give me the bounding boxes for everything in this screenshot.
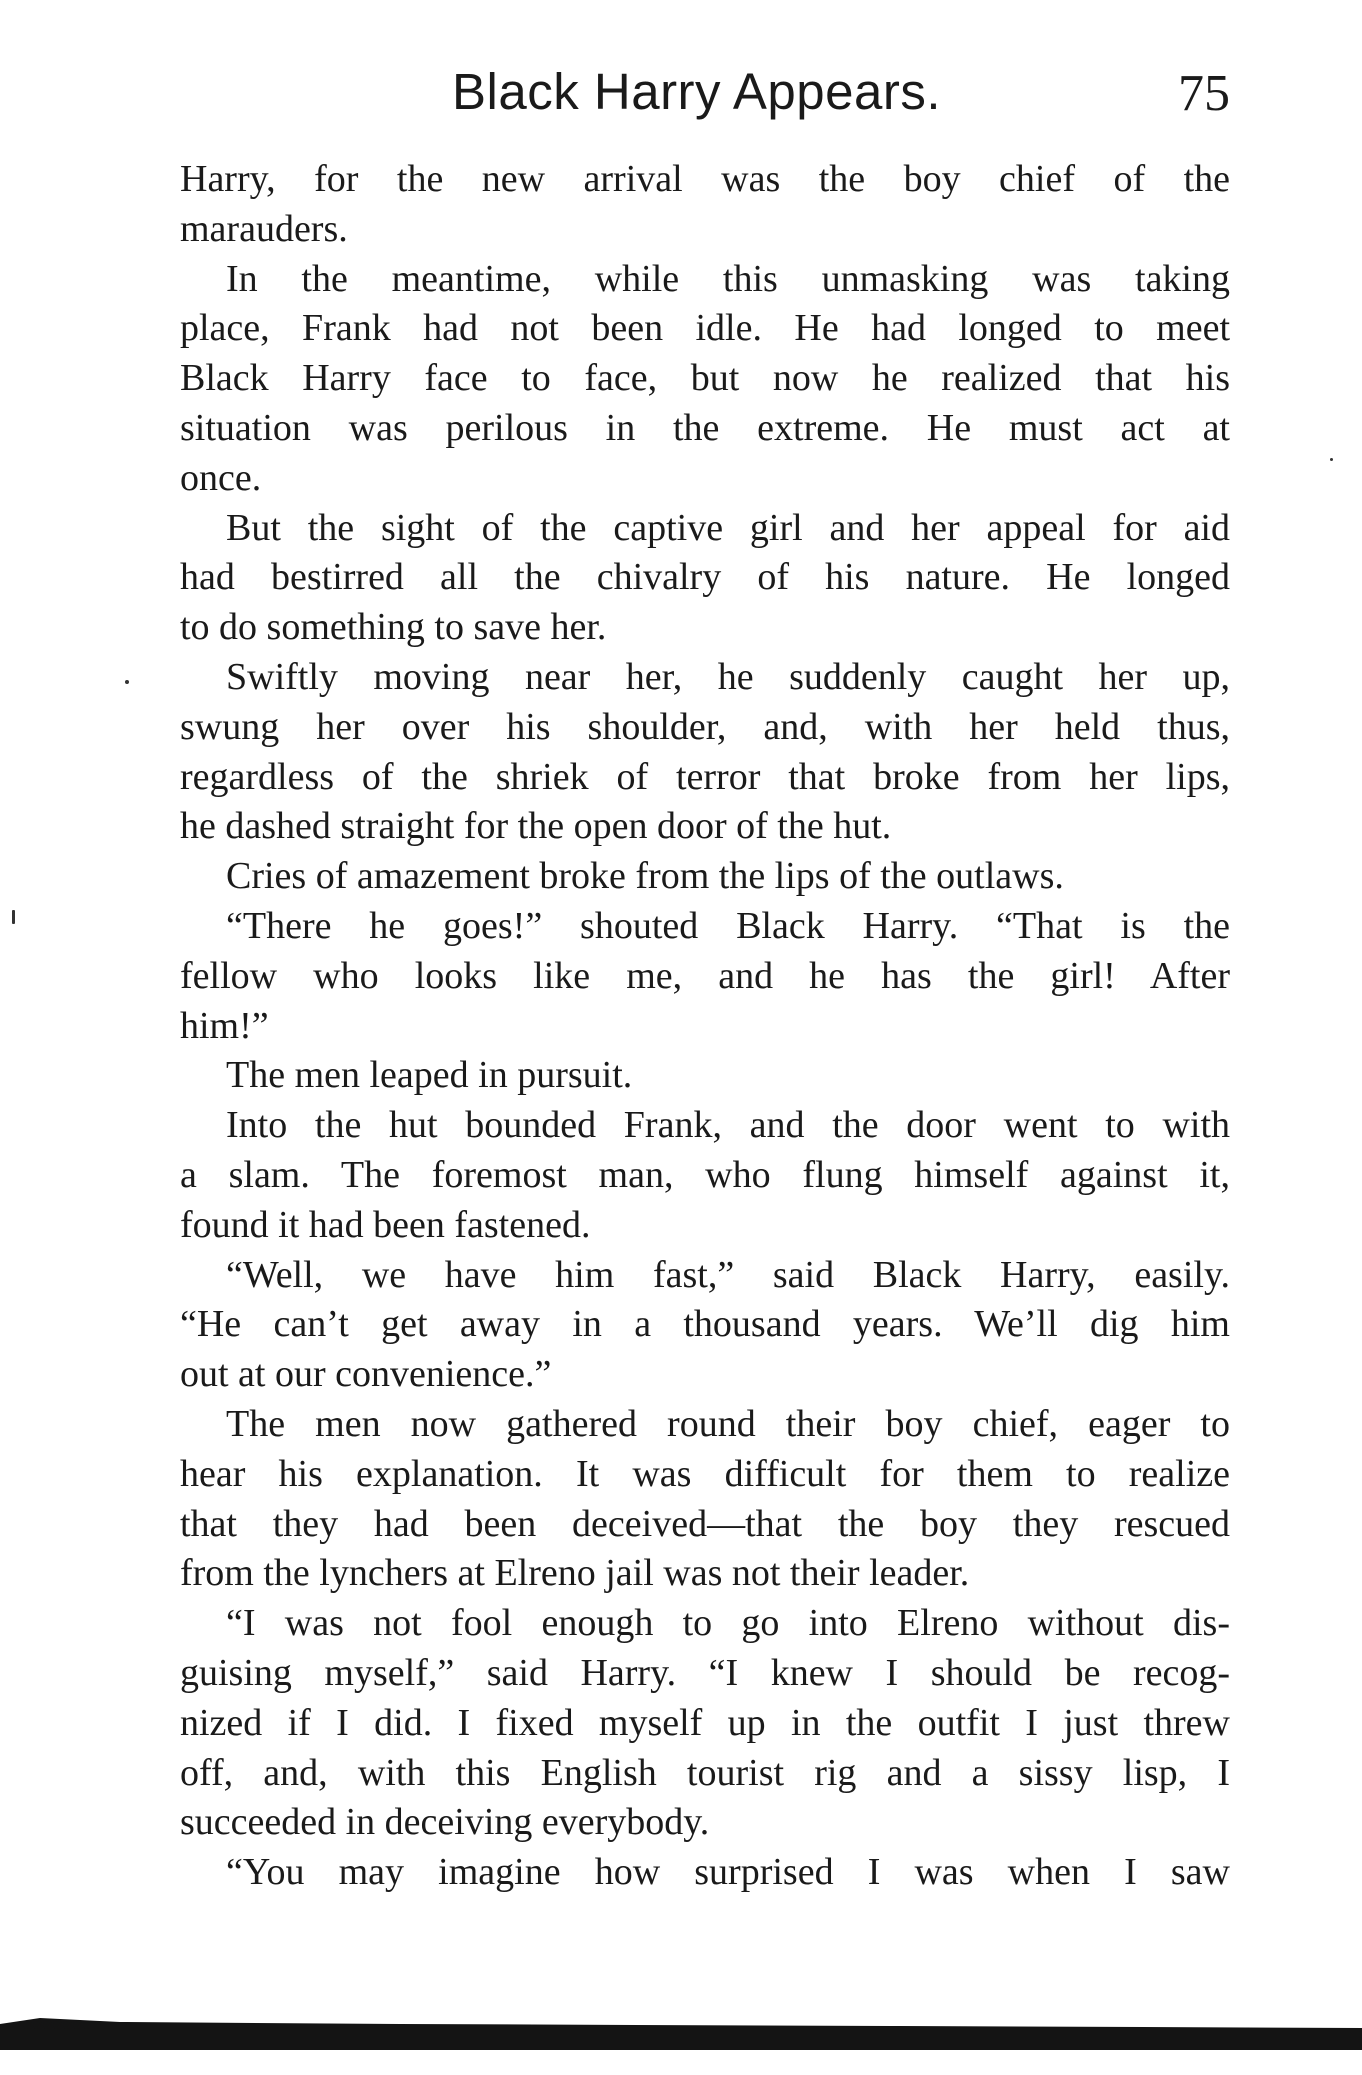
text-line: marauders. [180,207,348,250]
text-line: The men now gathered round their boy chief, eager to [226,1402,1230,1445]
text-line: to do something to save her. [180,606,607,649]
text-line: Harry, for the new arrival was the boy chief of the [180,158,1230,200]
text-line: situation was perilous in the extreme. He must act at [180,406,1230,449]
text-line: hear his explanation. It was difficult for them to realize [180,1452,1230,1495]
text-line: “He can’t get away in a thousand years. We’ll dig him [180,1303,1230,1346]
text-line: Black Harry face to face, but now he realized that his [180,357,1230,400]
text-line: Swiftly moving near her, he suddenly caught her up, [226,655,1230,698]
text-line: guising myself,” said Harry. “I knew I should be recog- [180,1651,1230,1694]
body-text [180,155,1230,1898]
text-line: The men leaped in pursuit. [226,1054,633,1097]
text-line: out at our convenience.” [180,1353,552,1396]
text-line: nized if I did. I fixed myself up in the outfit I just threw [180,1701,1230,1744]
text-line: swung her over his shoulder, and, with her held thus, [180,705,1230,748]
running-header [180,62,1230,132]
text-line: place, Frank had not been idle. He had longed to meet [180,307,1230,350]
margin-speck [125,680,129,684]
text-line: that they had been deceived—that the boy they rescued [180,1502,1230,1545]
text-line: regardless of the shriek of terror that broke from her lips, [180,755,1230,798]
text-line: found it had been fastened. [180,1203,591,1246]
text-line: But the sight of the captive girl and her appeal for aid [226,506,1230,549]
running-title: Black Harry Appears. [452,63,942,120]
text-line: “Well, we have him fast,” said Black Harry, easily. [226,1253,1230,1296]
text-line: “You may imagine how surprised I was when I saw [226,1851,1230,1894]
text-line: from the lynchers at Elreno jail was not their leader. [180,1552,970,1595]
text-line: him!” [180,1004,269,1047]
text-line: fellow who looks like me, and he has the girl! After [180,954,1230,997]
text-line: off, and, with this English tourist rig and a sissy lisp, I [180,1751,1230,1794]
text-line: a slam. The foremost man, who flung himself against it, [180,1153,1230,1196]
text-line: “There he goes!” shouted Black Harry. “That is the [226,904,1230,947]
text-line: succeeded in deceiving everybody. [180,1801,710,1844]
margin-speck [1330,458,1333,461]
text-line: once. [180,456,262,499]
page-number: 75 [1178,65,1230,122]
bottom-ink-rule [0,2010,1362,2050]
text-line: he dashed straight for the open door of the hut. [180,805,892,848]
text-line: “I was not fool enough to go into Elreno without dis- [226,1602,1230,1645]
text-line: had bestirred all the chivalry of his nature. He longed [180,556,1230,599]
margin-speck [12,910,15,924]
text-line: Into the hut bounded Frank, and the door went to with [226,1104,1230,1147]
text-line: Cries of amazement broke from the lips of the outlaws. [226,855,1064,898]
text-line: In the meantime, while this unmasking was taking [226,257,1230,300]
